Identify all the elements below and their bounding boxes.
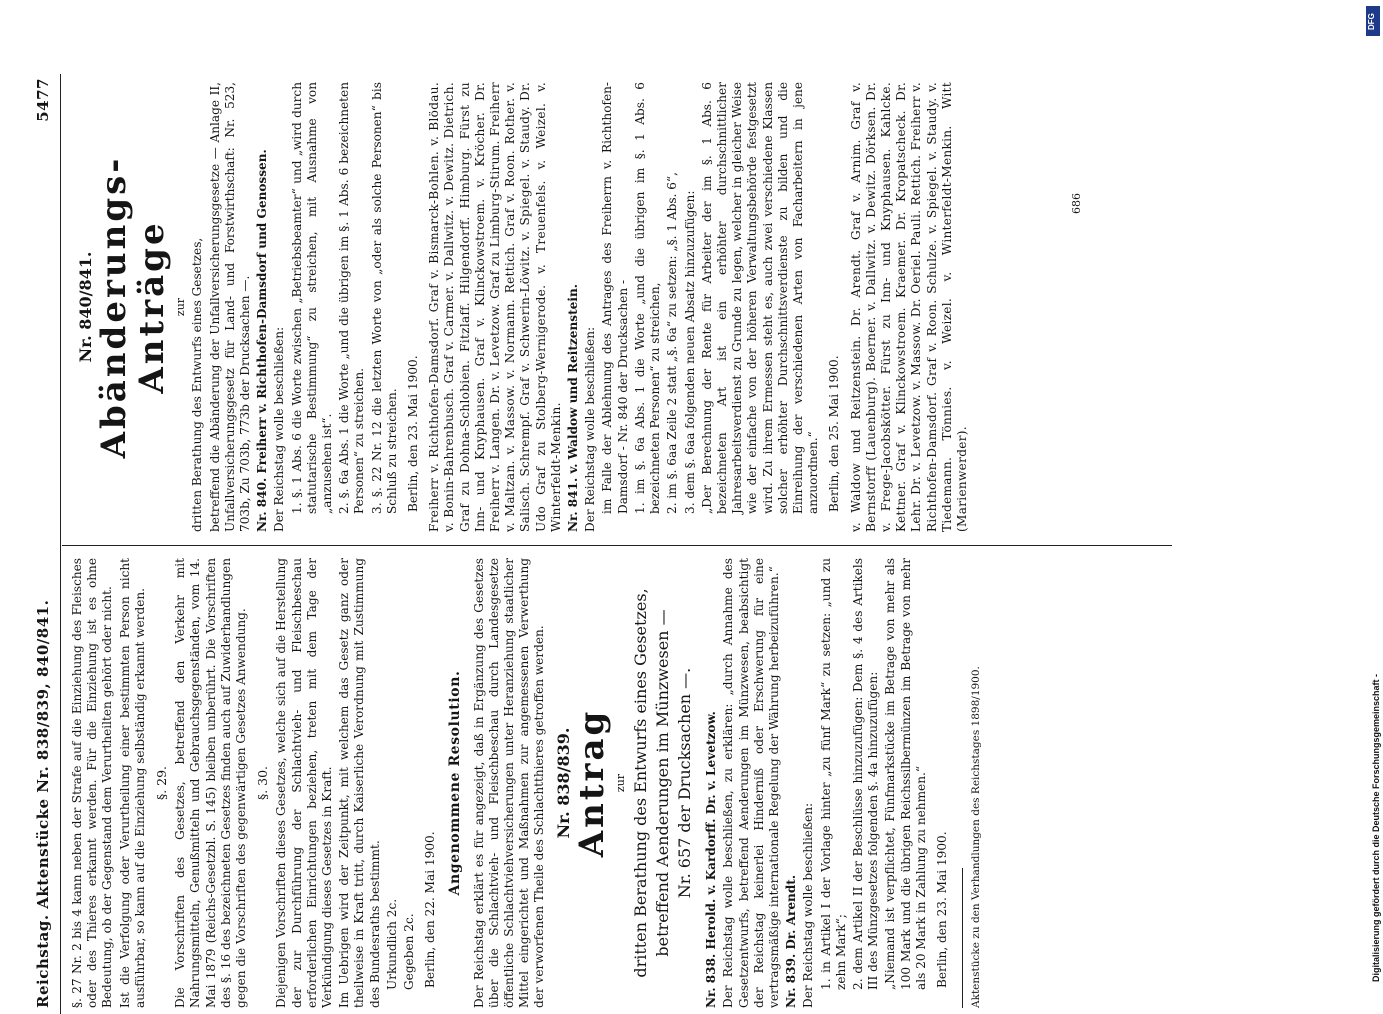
paragraph: Der Reichstag wolle beschließen: <box>801 802 816 1008</box>
page-number: 5477 <box>34 78 52 122</box>
list-item: 2. dem Artikel II der Beschlüsse hinzuzufügen: Dem §. 4 des Artikels III des Münzgesetzes folgenden §. 4a hinzuzufügen: <box>850 558 881 990</box>
section-heading: §. 30. <box>255 765 271 801</box>
list-item: 2. im §. 6aa Zeile 2 statt „§. 6a“ zu setzen: „§. 1 Abs. 6“, <box>665 172 680 514</box>
document-title: Antrag <box>571 708 612 858</box>
header-rule <box>60 74 61 1014</box>
footnote-rule <box>962 868 963 1008</box>
column-divider <box>62 545 1172 546</box>
date-line: Berlin, den 25. Mai 1900. <box>827 355 842 512</box>
right-column <box>70 82 972 532</box>
motion-heading: Nr. 841. v. Waldow und Reitzenstein. <box>566 284 581 532</box>
closing-line: Gegeben 2c. <box>402 913 417 990</box>
sheet-number: 686 <box>1070 193 1083 214</box>
paragraph: Der Reichstag wolle beschließen, zu erklären: „durch Annahme des Gesetzentwurfs, betreffend Aenderungen im Münzwesen, beabsichtigt der Reichstag keinerlei Hinderniß oder Erschwerung für eine vertragsmäßige internationale Regelung der Währung herbeizuführen.“ <box>721 558 781 1008</box>
motion-heading: Nr. 838. Herold. v. Kardorff. Dr. v. Levetzow. <box>704 711 719 1008</box>
document-number: Nr. 840/841. <box>76 251 95 363</box>
date-line: Berlin, den 23. Mai 1900. <box>934 831 949 988</box>
header-title: Reichstag. Aktenstücke Nr. 838/839, 840/841. <box>34 599 52 1008</box>
date-line: Berlin, den 22. Mai 1900. <box>423 831 438 988</box>
list-item: 3. dem §. 6aa folgenden neuen Absatz hinzuzufügen: <box>682 190 697 514</box>
motion-heading: Nr. 840. Freiherr v. Richthofen-Damsdorf und Genossen. <box>255 149 270 532</box>
zur-label: zur <box>174 297 188 317</box>
list-item: 3. §. 22 Nr. 12 die letzten Worte von „oder als solche Personen“ bis Schluß zu streichen. <box>369 82 399 514</box>
zur-label: zur <box>613 773 627 793</box>
page-header <box>30 74 58 1014</box>
signatories: Freiherr v. Richthofen-Damsdorf. Graf v. Bismarck-Bohlen. v. Blödau. v. Bonin-Bahrenbusch. Graf v. Carmer. v. Dallwitz. v. Dewitz. Dietrich. Graf zu Dohna-Schlobien. Fitzlaff. Hilgendorff. Himburg. Fürst zu Inn- und Knyphausen. Graf v. Klinckowstroem. v. Kröcher. Dr. Freiherr v. Langen. Dr. v. Levetzow. Graf zu Limburg-Stirum. Freiherr v. Maltzan. v. Massow. v. Normann. Rettich. Graf v. Roon. Rother. v. Salisch. Schrempf. Graf v. Schwerin-Löwitz. v. Spiegel. v. Staudy. Dr. Udo Graf zu Stolberg-Wernigerode. v. Treuenfels. v. Weizel. v. Winterfeldt-Menkin. <box>427 82 563 532</box>
document-title: Abänderungs-Anträge <box>94 155 173 459</box>
funding-text: Digitalisierung gefördert durch die Deutsche Forschungsgemeinschaft - <box>1371 673 1381 982</box>
paragraph: Im Uebrigen wird der Zeitpunkt, mit welchem das Gesetz ganz oder theilweise in Kraft tritt, durch Kaiserliche Verordnung mit Zustimmung des Bundesraths bestimmt. <box>337 558 382 1008</box>
left-column <box>70 558 986 1008</box>
list-item: 1. in Artikel I der Vorlage hinter „zu fünf Mark“ zu setzen: „und zu zehn Mark“; <box>818 558 848 990</box>
paragraph: Diejenigen Vorschriften dieses Gesetzes, welche sich auf die Herstellung der zur Durchführung der Schlachtvieh- und Fleischbeschau erforderlichen Einrichtungen beziehen, treten mit dem Tage der Verkündigung dieses Gesetzes in Kraft. <box>274 558 335 1008</box>
paragraph: Der Reichstag wolle beschließen: <box>272 326 287 532</box>
logo-label: DFG <box>1367 13 1376 30</box>
section-heading: §. 29. <box>154 765 170 801</box>
quoted-text: „Niemand ist verpflichtet, Fünfmarkstücke im Betrage von mehr als 100 Mark und die übrigen Reichssilbermünzen im Betrage von mehr als 20 Mark in Zahlung zu nehmen.“ <box>883 558 928 990</box>
list-item: 1. im §. 6a Abs. 1 die Worte „und die übrigen im §. 1 Abs. 6 bezeichneten Personen“ zu streichen, <box>632 82 663 514</box>
subject-line: betreffend Aenderungen im Münzwesen — <box>653 609 673 957</box>
footnote: Aktenstücke zu den Verhandlungen des Reichstages 1898/1900. <box>970 666 983 1008</box>
resolution-title: Angenommene Resolution. <box>447 670 464 896</box>
quoted-text: „Der Berechnung der Rente für Arbeiter der im §. 1 Abs. 6 bezeichneten Art ist ein erhöhter durchschnittlicher Jahresarbeitsverdienst zu Grunde zu legen, welcher in gleicher Weise wie der einfache von der höheren Verwaltungsbehörde festgesetzt wird. Zu ihrem Ermessen steht es, auch zwei verschiedene Klassen solcher erhöhter Durchschnittsverdienste zu bilden und die Einreihung der verschiedenen Arten von Facharbeitern in jene anzuordnen.“ <box>699 82 821 514</box>
subject-reference: Nr. 657 der Drucksachen —. <box>675 667 695 899</box>
subject-line: dritten Berathung des Entwurfs eines Gesetzes, <box>190 237 205 532</box>
document-number: Nr. 838/839. <box>553 727 573 839</box>
subject-line: dritten Berathung des Entwurfs eines Gesetzes, <box>631 588 651 978</box>
funding-notice <box>1370 0 1383 996</box>
paragraph: Die Vorschriften des Gesetzes, betreffend den Verkehr mit Nahrungsmitteln, Genußmitteln und Gebrauchsgegenständen, vom 14. Mai 1879 (Reichs-Gesetzbl. S. 145) bleiben unberührt. Die Vorschriften des §. 16 des bezeichneten Gesetzes finden auch auf Zuwiderhandlungen gegen die Vorschriften des gegenwärtigen Gesetzes Anwendung. <box>173 558 249 1008</box>
subject-line: betreffend die Abänderung der Unfallversicherungsgesetze — Anlage II, Unfallversicherungsgesetz für Land- und Forstwirthschaft: Nr. 523, 703b, Zu 703b, 773b der Drucksachen —. <box>207 82 253 532</box>
paragraph: Ist die Verfolgung oder Verurtheilung einer bestimmten Person nicht ausführbar, so kann auf die Einziehung selbständig erkannt werden. <box>117 558 147 1008</box>
paragraph: im Falle der Ablehnung des Antrages des Freiherrn v. Richthofen-Damsdorf - Nr. 840 der Drucksachen - <box>600 82 630 514</box>
paragraph: Der Reichstag erklärt es für angezeigt, daß in Ergänzung des Gesetzes über die Schlachtvieh- und Fleischbeschau durch Landesgesetze öffentliche Schlachtviehversicherungen unter Heranziehung staatlicher Mittel eingerichtet und Maßnahmen zur angemessenen Verwerthung der verworfenen Theile des Schlachtthieres getroffen werden. <box>471 558 547 1008</box>
paragraph: §. 27 Nr. 2 bis 4 kann neben der Strafe auf die Einziehung des Fleisches oder des Thieres erkannt werden. Für die Einziehung ist es ohne Bedeutung, ob der Gegenstand dem Verurtheilten gehört oder nicht. <box>70 558 115 1008</box>
list-item: 2. §. 6a Abs. 1 die Worte „und die übrigen im §. 1 Abs. 6 bezeichneten Personen“ zu streichen. <box>337 82 367 514</box>
paragraph: Der Reichstag wolle beschließen: <box>583 326 598 532</box>
date-line: Berlin, den 23. Mai 1900. <box>406 355 421 512</box>
document-page <box>30 74 1292 1014</box>
signatories: v. Waldow und Reitzenstein. Dr. Arendt. Graf v. Arnim. Graf v. Bernstorff (Lauenburg). Boerner. v. Dallwitz. v. Dewitz. Dörksen. Dr. v. Frege-Jacobskötter. Fürst zu Inn- und Knyphausen. Kahlcke. Kettner. Graf v. Klinckowstroem. Kraemer. Dr. Kropatscheck. Dr. Lehr. Dr. v. Levetzow. v. Massow. Dr. Oeriel. Pauli. Rettich. Freiherr v. Richthofen-Damsdorf. Graf v. Roon. Schulze. v. Spiegel. v. Staudy. v. Tiedemann. Tönnies. v. Weizel. v. Winterfeldt-Menkin. Witt (Marienwerder). <box>848 82 969 532</box>
motion-heading: Nr. 839. Dr. Arendt. <box>784 874 799 1008</box>
list-item: 1. §. 1 Abs. 6 die Worte zwischen „Betriebsbeamter“ und „wird durch statutarische Bestimmung“ zu streichen, mit Ausnahme von „anzusehen ist“. <box>289 82 335 514</box>
closing-line: Urkundlich 2c. <box>384 898 399 990</box>
